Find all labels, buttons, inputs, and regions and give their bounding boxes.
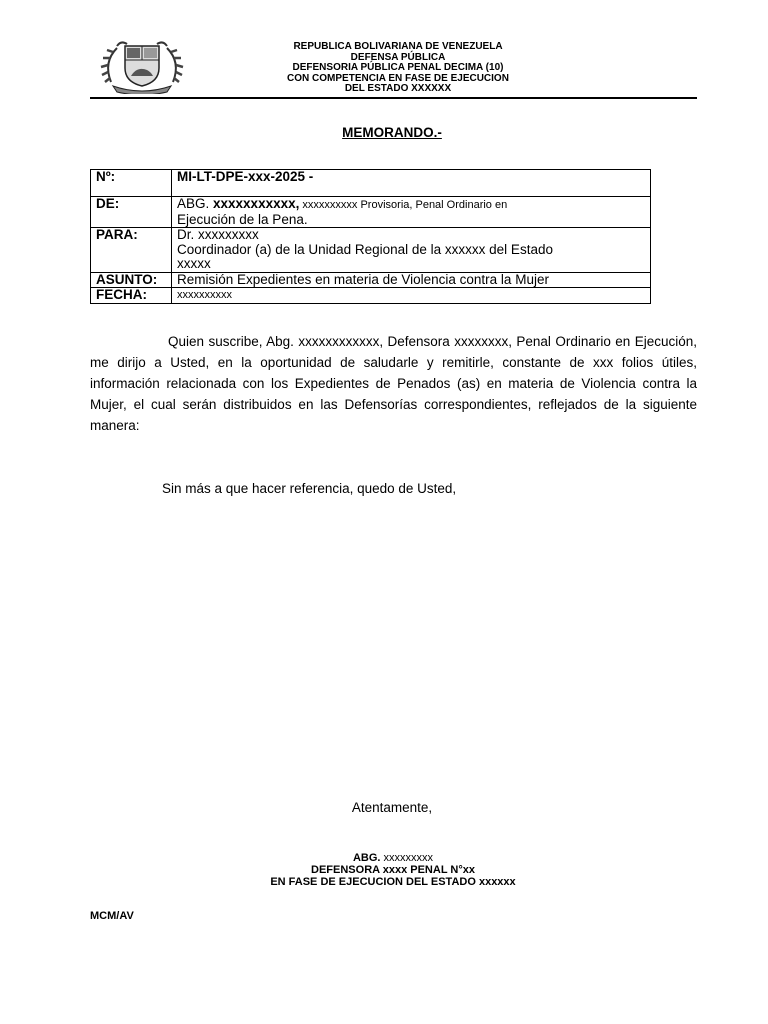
memo-title: MEMORANDO.- bbox=[342, 125, 442, 140]
memo-to-value bbox=[172, 228, 651, 273]
header-line: DEL ESTADO XXXXXX bbox=[344, 83, 452, 95]
header-line: DEFENSORIA PÚBLICA PENAL DECIMA (10) bbox=[292, 62, 504, 74]
signature-line-3: EN FASE DE EJECUCION DEL ESTADO xxxxxx bbox=[270, 876, 516, 888]
signature-block bbox=[200, 852, 586, 888]
document-initials: MCM/AV bbox=[90, 910, 134, 922]
memo-header-table bbox=[90, 169, 651, 304]
signature-role-rest: xxxx PENAL N°xx bbox=[379, 864, 475, 876]
institution-header bbox=[200, 42, 596, 95]
memo-date-label: FECHA: bbox=[91, 288, 172, 304]
memo-number-row bbox=[91, 170, 651, 197]
from-rest: xxxxxxxxxx Provisoria, Penal Ordinario en bbox=[299, 199, 508, 211]
closing-regards: Atentamente, bbox=[351, 800, 433, 815]
signature-line-1 bbox=[200, 852, 586, 864]
to-line2: Coordinador (a) de la Unidad Regional de la xxxxxx del Estado bbox=[177, 241, 553, 257]
memo-date-value: xxxxxxxxxx bbox=[172, 288, 651, 304]
memo-from-row bbox=[91, 197, 651, 228]
memo-from-label: DE: bbox=[91, 197, 172, 228]
body-paragraph bbox=[90, 331, 697, 436]
header-line: DEFENSA PÚBLICA bbox=[350, 51, 446, 63]
signature-role: DEFENSORA bbox=[311, 864, 380, 876]
signature-name: xxxxxxxxx bbox=[380, 852, 434, 864]
to-line3: xxxxx bbox=[177, 256, 211, 271]
header-line: REPUBLICA BOLIVARIANA DE VENEZUELA bbox=[293, 41, 503, 52]
signature-title: ABG. bbox=[352, 852, 381, 864]
body-paragraph-text: Quien suscribe, Abg. xxxxxxxxxxxx, Defensora xxxxxxxx, Penal Ordinario en Ejecución, me dirijo a Usted, en la oportunidad de saludarle y remitirle, constante de xxx folios útiles, información relacionada con los Expedientes de Penados (as) en materia de Violencia contra la Mujer, el cual serán distribuidos en las Defensorías correspondientes, reflejados de la siguiente manera: bbox=[90, 334, 697, 433]
memo-to-row bbox=[91, 228, 651, 273]
venezuela-coat-of-arms-icon bbox=[97, 38, 187, 94]
memo-date-row bbox=[91, 288, 651, 304]
memo-subject-row bbox=[91, 272, 651, 288]
memo-subject-label: ASUNTO: bbox=[91, 272, 172, 288]
memo-number-label: Nº: bbox=[91, 170, 172, 197]
memo-subject-value: Remisión Expedientes en materia de Violencia contra la Mujer bbox=[172, 272, 651, 288]
header-line: CON COMPETENCIA EN FASE DE EJECUCION bbox=[287, 72, 509, 84]
from-line2: Ejecución de la Pena. bbox=[177, 211, 308, 227]
from-name: xxxxxxxxxxx, bbox=[213, 196, 300, 211]
closing-reference: Sin más a que hacer referencia, quedo de Usted, bbox=[162, 481, 457, 496]
memo-from-value bbox=[172, 197, 651, 228]
memo-number-value: MI-LT-DPE-xxx-2025 - bbox=[172, 170, 651, 197]
memo-to-label: PARA: bbox=[91, 228, 172, 273]
signature-line-2 bbox=[200, 864, 586, 876]
from-prefix: ABG. bbox=[177, 196, 214, 211]
header-divider bbox=[90, 97, 697, 99]
to-line1: Dr. xxxxxxxxx bbox=[177, 227, 259, 242]
